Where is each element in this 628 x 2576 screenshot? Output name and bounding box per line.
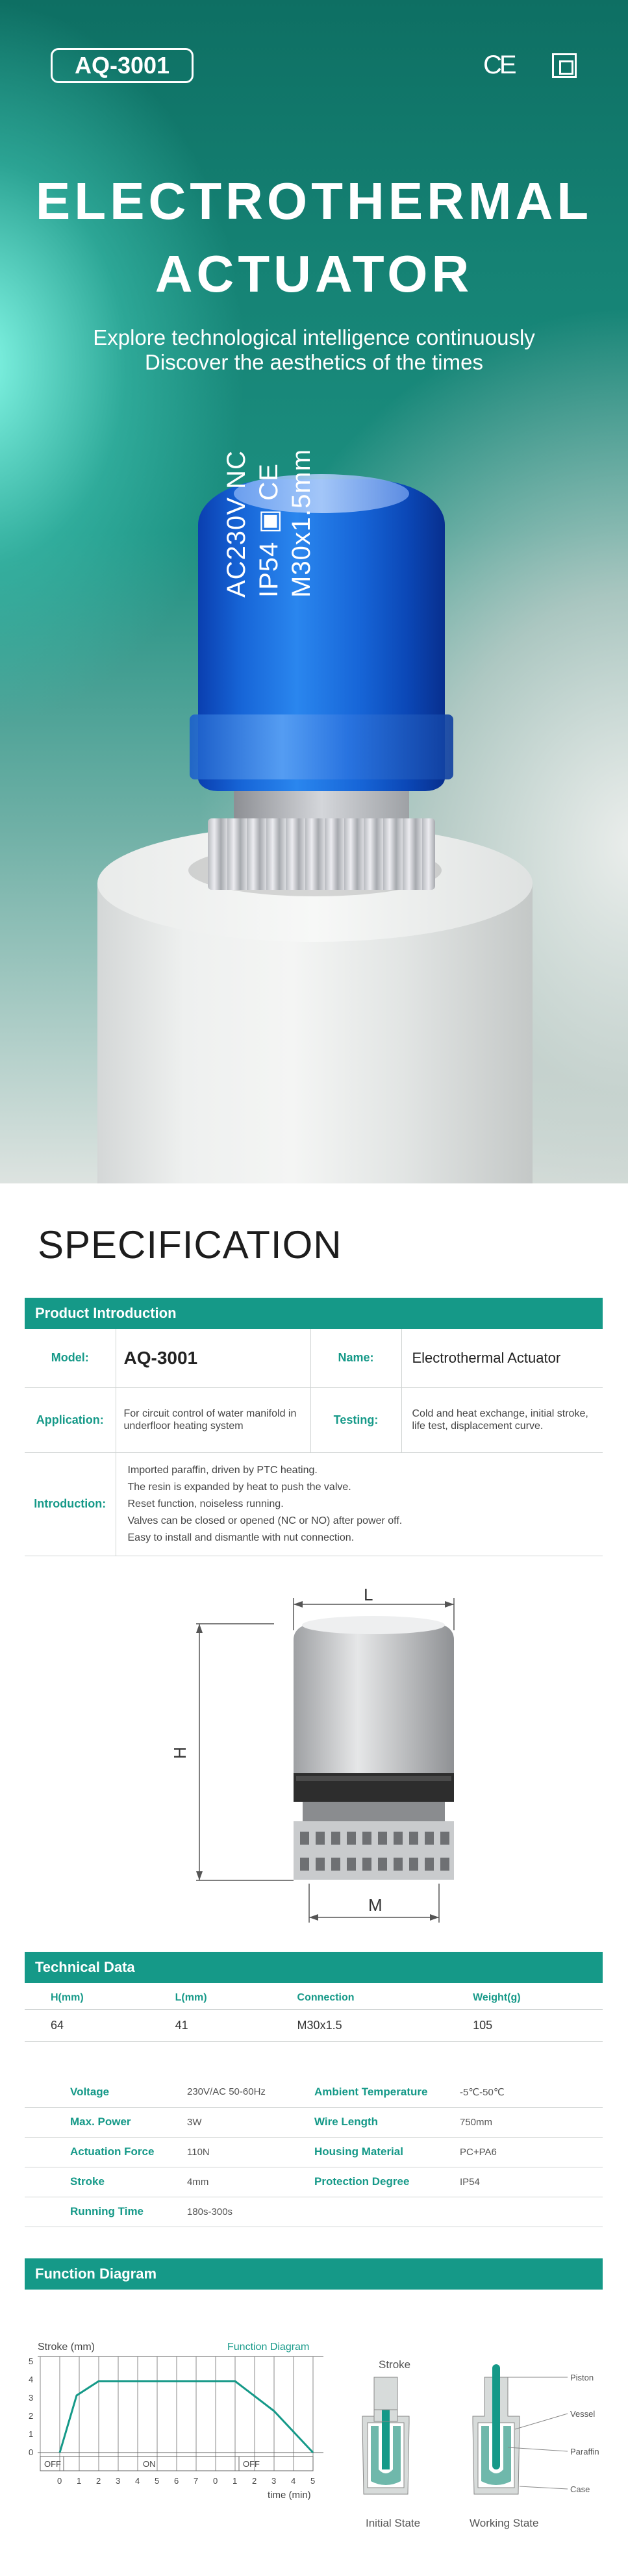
col-header: Weight(g) [447, 1983, 603, 2010]
y-tick: 2 [29, 2411, 34, 2421]
param-value: 230V/AC 50-60Hz [181, 2077, 304, 2107]
table-row [25, 2197, 603, 2227]
param-key: Voltage [25, 2077, 181, 2107]
param-key: Ambient Temperature [304, 2077, 453, 2107]
table-row [25, 2077, 603, 2107]
table-cell: M30x1.5 [271, 2010, 447, 2042]
off-label: OFF [44, 2459, 61, 2469]
x-tick: 7 [194, 2476, 199, 2486]
dim-l-label: L [364, 1585, 373, 1604]
function-diagram-label: Function Diagram [227, 2342, 310, 2353]
y-tick: 5 [29, 2356, 34, 2366]
hero-subtitle-line2: Discover the aesthetics of the times [145, 350, 483, 374]
hero-title-line2: ACTUATOR [155, 245, 473, 303]
testing-key: Testing: [310, 1387, 401, 1452]
y-tick: 3 [29, 2393, 34, 2403]
parameters-table [25, 2077, 603, 2227]
y-tick: 1 [29, 2429, 34, 2439]
intro-line: The resin is expanded by heat to push the valve. [127, 1481, 351, 1493]
x-tick: 6 [174, 2476, 179, 2486]
dim-h-label: H [170, 1747, 190, 1759]
x-tick: 2 [96, 2476, 101, 2486]
hero-banner [0, 0, 628, 1183]
working-state-label: Working State [470, 2517, 539, 2529]
x-tick: 4 [291, 2476, 296, 2486]
param-value: IP54 [453, 2167, 603, 2197]
dimension-drawing [170, 1585, 469, 1936]
double-insulation-icon [552, 53, 577, 78]
y-tick: 0 [29, 2447, 34, 2457]
param-value: -5℃-50℃ [453, 2077, 603, 2107]
param-key: Stroke [25, 2167, 181, 2197]
off-label: OFF [243, 2459, 260, 2469]
stroke-axis-label: Stroke (mm) [38, 2342, 95, 2353]
product-intro-table [25, 1329, 603, 1556]
x-tick: 5 [310, 2476, 316, 2486]
param-key: Protection Degree [304, 2167, 453, 2197]
testing-value: Cold and heat exchange, initial stroke, life test, displacement curve. [401, 1387, 603, 1452]
actuator-print-line1: AC230V NC [222, 450, 251, 598]
time-axis-label: time (min) [268, 2490, 311, 2501]
initial-state-label: Initial State [366, 2517, 421, 2529]
part-label-vessel: Vessel [570, 2409, 596, 2419]
param-key: Housing Material [304, 2137, 453, 2167]
name-value: Electrothermal Actuator [401, 1329, 603, 1387]
model-key: Model: [25, 1329, 116, 1387]
hero-title-line1: ELECTROTHERMAL [35, 172, 593, 230]
actuator-print-line2: IP54 ▣ CE [255, 463, 283, 598]
table-row [25, 2107, 603, 2137]
table-cell: 105 [447, 2010, 603, 2042]
technical-data-bar: Technical Data [25, 1952, 603, 1983]
dim-m-label: M [368, 1895, 383, 1915]
technical-data-table [25, 1983, 603, 2042]
param-key: Max. Power [25, 2107, 181, 2137]
part-label-case: Case [570, 2484, 590, 2494]
application-value: For circuit control of water manifold in underfloor heating system [116, 1387, 310, 1452]
param-key: Running Time [25, 2197, 181, 2227]
working-state-diagram [473, 2364, 520, 2494]
function-diagram [25, 2319, 603, 2572]
param-key: Wire Length [304, 2107, 453, 2137]
col-header: L(mm) [149, 1983, 271, 2010]
x-tick: 5 [155, 2476, 160, 2486]
table-row [25, 2137, 603, 2167]
part-label-piston: Piston [570, 2373, 594, 2382]
table-row [25, 2167, 603, 2197]
x-tick: 1 [77, 2476, 82, 2486]
spec-title: SPECIFICATION [38, 1223, 342, 1267]
x-tick: 0 [57, 2476, 62, 2486]
x-tick: 0 [213, 2476, 218, 2486]
param-value: 4mm [181, 2167, 304, 2197]
introduction-key: Introduction: [25, 1452, 116, 1556]
param-value: 3W [181, 2107, 304, 2137]
application-key: Application: [25, 1387, 116, 1452]
model-badge: AQ-3001 [51, 48, 194, 83]
actuator-print [222, 364, 320, 598]
param-value: PC+PA6 [453, 2137, 603, 2167]
param-key [304, 2197, 453, 2227]
x-tick: 1 [232, 2476, 238, 2486]
param-value: 110N [181, 2137, 304, 2167]
on-label: ON [143, 2459, 156, 2469]
x-tick: 3 [116, 2476, 121, 2486]
x-tick: 4 [135, 2476, 140, 2486]
param-key: Actuation Force [25, 2137, 181, 2167]
param-value: 750mm [453, 2107, 603, 2137]
intro-line: Valves can be closed or opened (NC or NO) after power off. [127, 1515, 403, 1526]
intro-line: Reset function, noiseless running. [127, 1498, 284, 1509]
actuator-nut [208, 818, 435, 890]
intro-line: Easy to install and dismantle with nut connection. [127, 1532, 355, 1543]
hero-subtitle-line1: Explore technological intelligence continuously [93, 325, 535, 349]
param-value [453, 2197, 603, 2227]
function-diagram-bar: Function Diagram [25, 2258, 603, 2290]
param-value: 180s-300s [181, 2197, 304, 2227]
col-header: Connection [271, 1983, 447, 2010]
table-cell: 41 [149, 2010, 271, 2042]
table-header-row [25, 1983, 603, 2010]
ce-mark-icon: CE [483, 51, 514, 79]
part-label-paraffin: Paraffin [570, 2447, 599, 2456]
initial-state-diagram [362, 2377, 409, 2494]
product-intro-bar: Product Introduction [25, 1298, 603, 1329]
col-header: H(mm) [25, 1983, 149, 2010]
table-row [25, 2010, 603, 2042]
model-value: AQ-3001 [116, 1329, 310, 1387]
actuator-lower-band [190, 714, 453, 779]
table-row [25, 1387, 603, 1452]
table-row [25, 1329, 603, 1387]
actuator-print-line3: M30x1.5mm [287, 448, 316, 598]
stroke-title: Stroke [379, 2358, 411, 2371]
table-cell: 64 [25, 2010, 149, 2042]
y-tick: 4 [29, 2375, 34, 2384]
table-row [25, 1452, 603, 1556]
x-tick: 2 [252, 2476, 257, 2486]
introduction-value [116, 1452, 603, 1556]
intro-line: Imported paraffin, driven by PTC heating. [127, 1464, 318, 1476]
name-key: Name: [310, 1329, 401, 1387]
x-tick: 3 [271, 2476, 277, 2486]
